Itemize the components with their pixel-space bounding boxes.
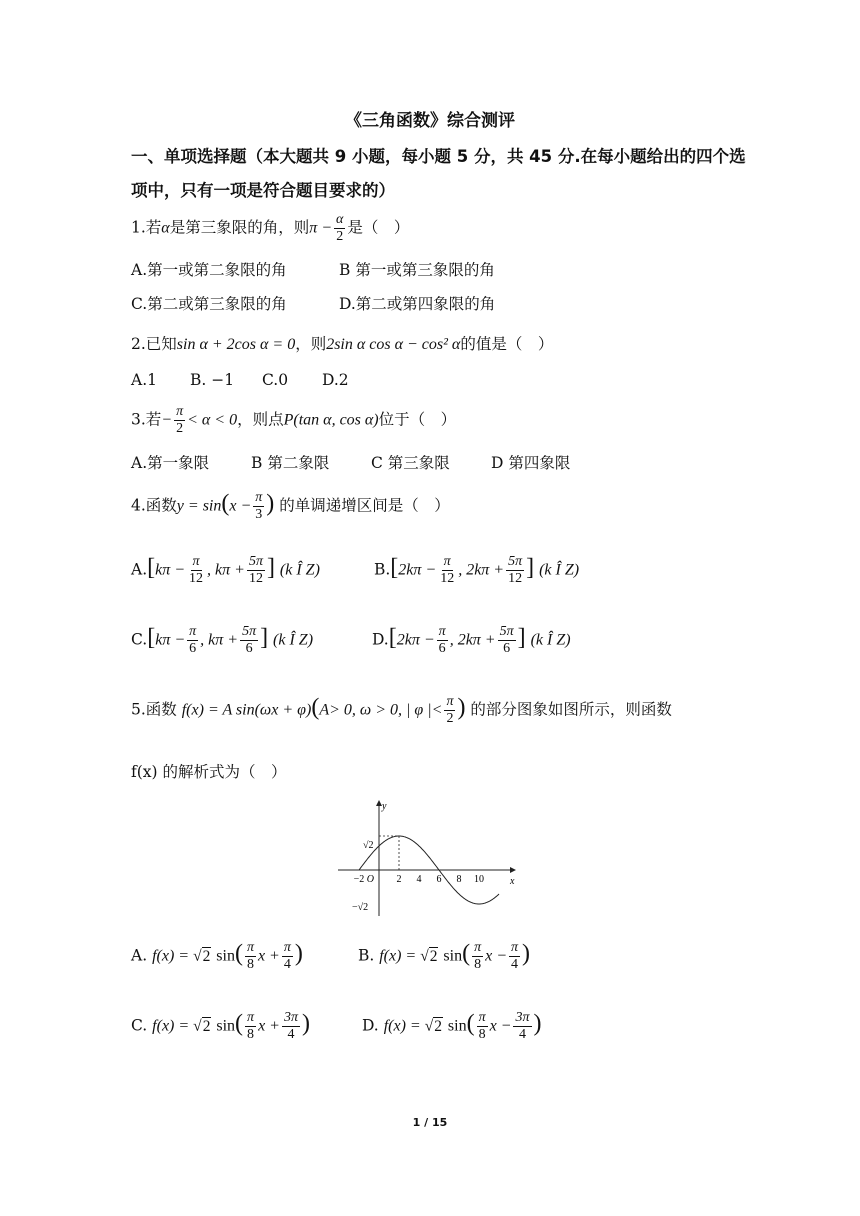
q2-option-d[interactable]: D.2 (322, 371, 349, 389)
q1-prefix: 1.若 (131, 218, 162, 237)
q3-mid: ，则点 (237, 410, 284, 429)
q1-mid: 是第三象限的角，则 (169, 218, 310, 237)
q3-point: P(tan α, cos α) (283, 411, 379, 429)
q4-option-b[interactable]: B.[2kπ − $\frac{\pi}{12}$ , 2kπ + $\frac{5\pi}{12}$ ] (k Î Z) (373, 554, 580, 586)
q1-alpha-over-2: $\frac{\alpha}{2}$ (336, 212, 344, 244)
q3-minus: − (161, 411, 173, 429)
q4-func-head: y = sin (176, 497, 222, 515)
x-tick-label: 10 (474, 874, 484, 885)
question-5: 5.函数 f(x) = A sin(ωx + φ)(A> 0, ω > 0, | φ |< $\frac{\pi}{2}$ ) 的部分图象如图所示，则函数 (131, 694, 672, 726)
q2-option-c[interactable]: C.0 (262, 371, 289, 389)
q1-option-a[interactable]: A.第一或第二象限的角 (131, 261, 287, 279)
page-title: 《三角函数》综合测评 (345, 111, 515, 131)
q5-option-c[interactable]: C. f(x) = √2 sin( $\frac{\pi}{8}$ x + $\frac{3\pi}{4}$ ) (131, 1010, 310, 1042)
q2-mid: ，则 (295, 335, 327, 353)
q5-func: f(x) = A sin(ωx + φ) (181, 701, 312, 719)
q2-prefix: 2.已知 (131, 335, 177, 353)
q1-options-row1 (131, 258, 495, 280)
q4-func-arg: x − (229, 497, 252, 515)
x-tick-label: 4 (416, 874, 422, 885)
q4-prefix: 4.函数 (131, 496, 177, 515)
question-2 (131, 332, 553, 354)
q5-options-row2 (131, 1010, 542, 1043)
q4-options-row1 (131, 554, 579, 587)
q3-pi-over-2: $\frac{\pi}{2}$ (176, 404, 184, 436)
q3-option-d[interactable]: D 第四象限 (491, 454, 571, 472)
q5-suffix: 的部分图象如图所示，则函数 (470, 700, 672, 719)
x-label: x (510, 876, 515, 887)
q2-expression: 2sin α cos α − cos² α (326, 336, 461, 353)
q3-condition: < α < 0 (187, 411, 238, 429)
q5-options-row1 (131, 940, 530, 973)
q4-options-row2 (131, 624, 571, 657)
question-3 (131, 404, 456, 437)
q2-option-b[interactable]: B. −1 (190, 371, 235, 389)
sine-graph (338, 798, 518, 918)
x-axis-arrow (510, 867, 516, 873)
x-tick-label: 2 (396, 874, 402, 885)
q5-condition: > 0, ω > 0, | φ |< (329, 701, 443, 719)
q1-alpha: α (161, 219, 170, 237)
q3-prefix: 3.若 (131, 410, 162, 429)
q4-option-d[interactable]: D.[2kπ − $\frac{\pi}{6}$ , 2kπ + $\frac{5\pi}{6}$ ] (k Î Z) (371, 624, 571, 656)
q1-option-d[interactable]: D.第二或第四象限的角 (339, 295, 496, 313)
q1-suffix: 是（ ） (347, 218, 410, 237)
q5-prefix: 5.函数 (131, 700, 177, 719)
x-tick-label: −2 (353, 874, 365, 885)
q3-suffix: 位于（ ） (378, 410, 457, 429)
q1-pi-minus: π − (309, 219, 333, 237)
q4-suffix: 的单调递增区间是（ ） (279, 496, 450, 515)
q5-option-a[interactable]: A. f(x) = √2 sin( $\frac{\pi}{8}$ x + $\frac{\pi}{4}$ ) (131, 940, 303, 972)
q4-option-c[interactable]: C.[kπ − $\frac{\pi}{6}$ , kπ + $\frac{5\pi}{6}$ ] (k Î Z) (131, 624, 314, 656)
y-top-label: √2 (363, 840, 374, 851)
x-tick-label: 6 (436, 874, 442, 885)
q5-option-b[interactable]: B. f(x) = √2 sin( $\frac{\pi}{8}$ x − $\frac{\pi}{4}$ ) (357, 940, 531, 972)
q5-pi-over-2: $\frac{\pi}{2}$ (446, 694, 454, 726)
y-label: y (382, 801, 387, 812)
q2-options (131, 371, 349, 389)
page-number: 1 / 15 (412, 1116, 448, 1129)
origin-label: O (366, 874, 374, 885)
q4-pi-over-3: $\frac{\pi}{3}$ (255, 490, 263, 522)
q5-option-d[interactable]: D. f(x) = √2 sin( $\frac{\pi}{8}$ x − $\frac{3\pi}{4}$ ) (361, 1010, 542, 1042)
q4-option-a[interactable]: A.[kπ − $\frac{\pi}{12}$ , kπ + $\frac{5\pi}{12}$ ] (k Î Z) (131, 554, 320, 586)
q3-options (131, 451, 570, 473)
x-tick-label: 8 (456, 874, 462, 885)
q5-line2: f(x) 的解析式为（ ） (131, 763, 287, 781)
q1-options-row2 (131, 292, 495, 314)
section-heading: 一、单项选择题（本大题共 9 小题，每小题 5 分，共 45 分.在每小题给出的四个选项中，只有一项是符合题目要求的） (131, 147, 746, 200)
q2-suffix: 的值是（ ） (460, 335, 554, 353)
q3-option-a[interactable]: A.第一象限 (131, 454, 210, 472)
question-4: 4.函数y = sin(x − $\frac{\pi}{3}$ ) 的单调递增区间是（ ） (131, 490, 450, 522)
q1-option-b[interactable]: B 第一或第三象限的角 (339, 261, 495, 279)
question-1 (131, 212, 409, 245)
q3-option-b[interactable]: B 第二象限 (251, 454, 330, 472)
q1-option-c[interactable]: C.第二或第三象限的角 (131, 295, 287, 313)
q2-condition: sin α + 2cos α = 0 (176, 336, 296, 353)
q2-option-a[interactable]: A.1 (131, 371, 157, 389)
q3-option-c[interactable]: C 第三象限 (371, 454, 450, 472)
y-bottom-label: −√2 (352, 902, 369, 913)
